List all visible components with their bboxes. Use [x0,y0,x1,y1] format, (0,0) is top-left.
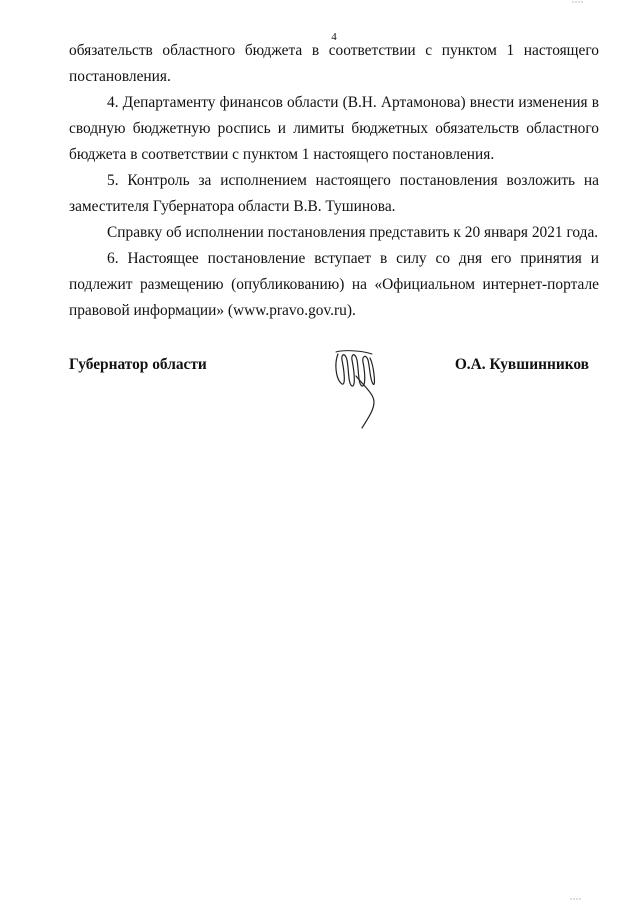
paragraph-item-6: 6. Настоящее постановление вступает в силу со дня его принятия и подлежит размещению (опубликованию) на «Официальном интернет-портале правовой информации» (www.pravo.gov.ru). [69,250,599,319]
signatory-name: О.А. Кувшинников [454,356,589,373]
page-number: 4 [331,31,337,43]
signature-block [69,356,589,386]
paragraph-report-note: Справку об исполнении постановления представить к 20 января 2021 года. [107,224,599,241]
handwritten-signature-icon [330,346,382,432]
paragraph-continuation: обязательств областного бюджета в соответствии с пунктом 1 настоящего постановления. [69,42,599,85]
document-body [69,38,599,324]
scan-mark-icon [572,0,584,4]
paragraph-item-5: 5. Контроль за исполнением настоящего постановления возложить на заместителя Губернатора области В.В. Тушинова. [69,172,599,215]
signatory-title: Губернатор области [69,356,207,373]
scan-mark-icon [570,897,582,901]
paragraph-item-4: 4. Департаменту финансов области (В.Н. Артамонова) внести изменения в сводную бюджетную роспись и лимиты бюджетных обязательств областного бюджета в соответствии с пунктом 1 настоящего постановления. [69,94,599,163]
